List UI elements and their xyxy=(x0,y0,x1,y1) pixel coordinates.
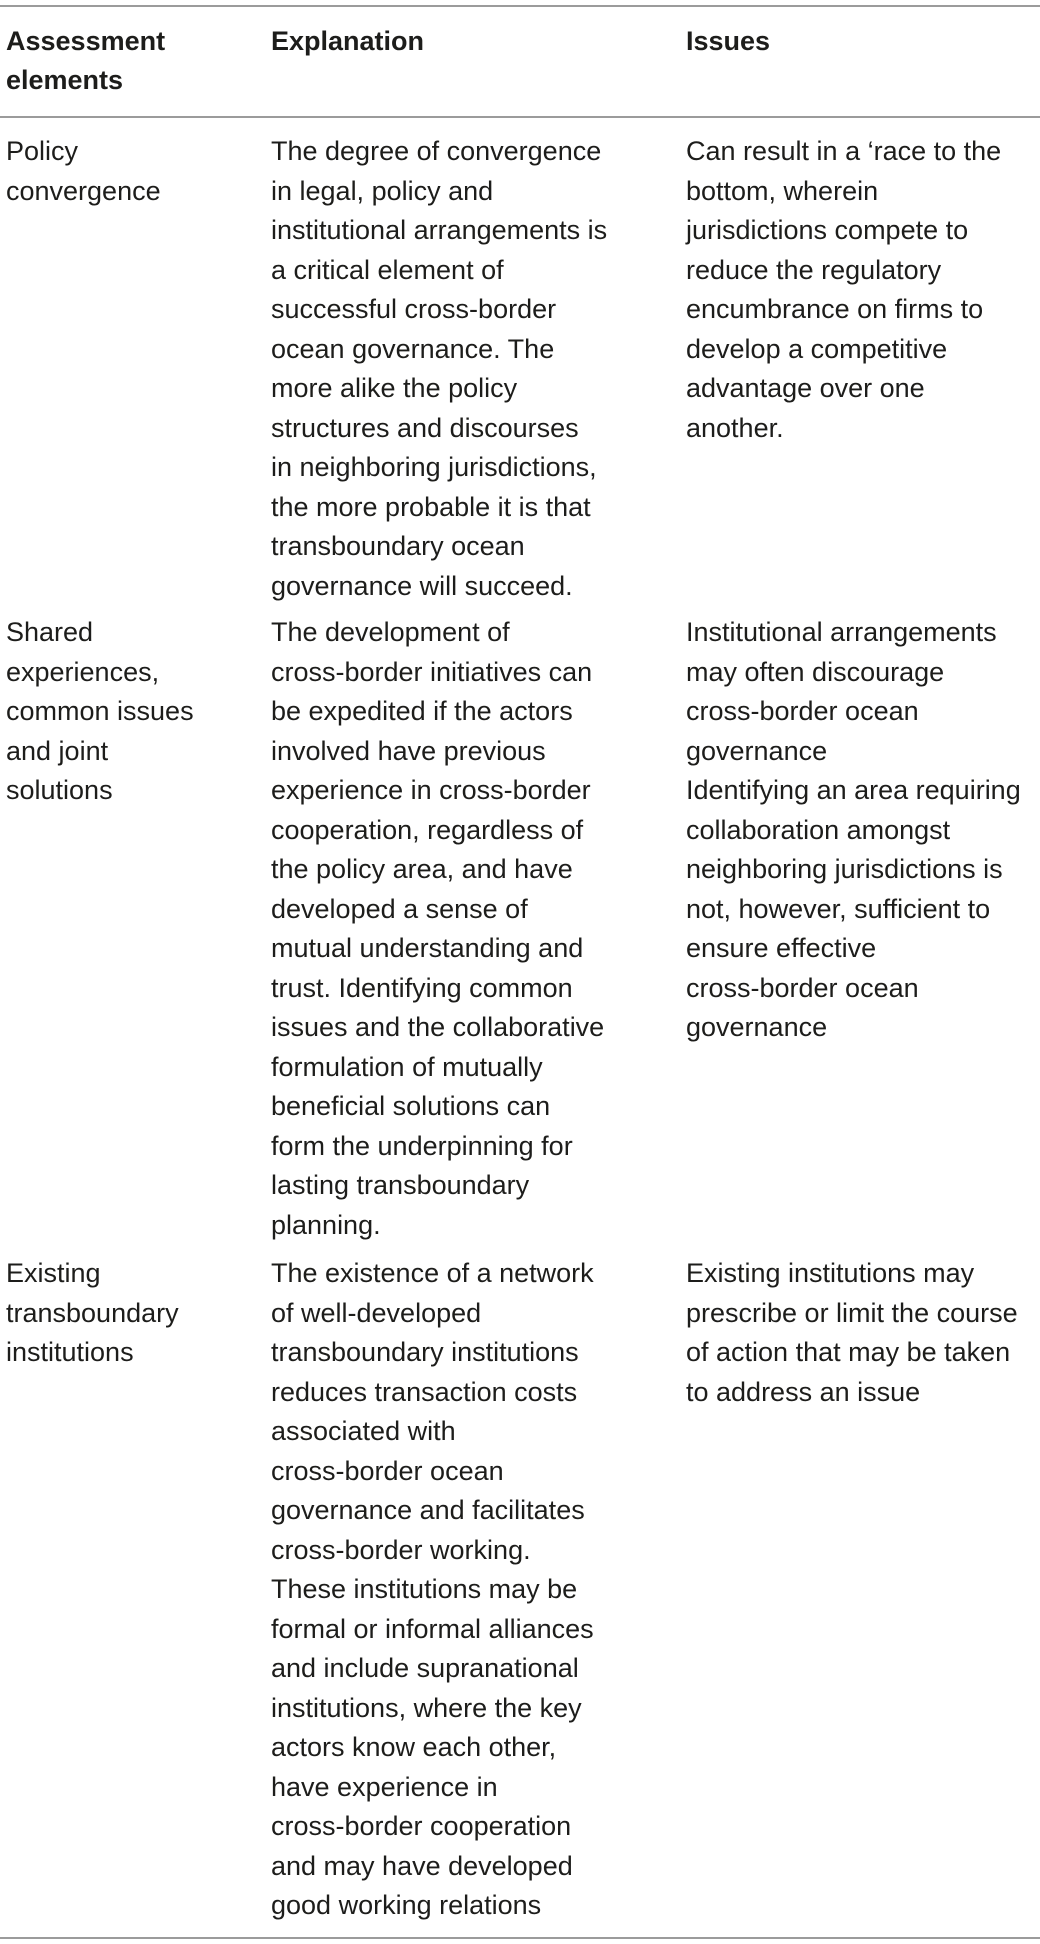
row-shared-experiences-issues: Institutional arrangements may often discourage cross-border ocean governance Identifying an area requiring collaboration amongst neighboring jurisdictions is not, however, sufficient to ensure effective cross-border ocean governance xyxy=(686,617,1021,1042)
header-assessment-elements: Assessment elements xyxy=(6,26,166,95)
row-shared-experiences-explanation: The development of cross-border initiatives can be expedited if the actors involved have previous experience in cross-border cooperation, regardless of the policy area, and have developed a sense of mutual understanding and trust. Identifying common issues and the collaborative formulation of mutually beneficial solutions can form the underpinning for lasting transboundary planning. xyxy=(271,617,605,1240)
header-rule xyxy=(0,116,1040,118)
header-issues: Issues xyxy=(686,26,771,56)
row-policy-convergence-explanation: The degree of convergence in legal, policy and institutional arrangements is a critical element of successful cross-border ocean governance. The more alike the policy structures and discourses in neighboring jurisdictions, the more probable it is that transboundary ocean governance will succeed. xyxy=(271,136,608,601)
table-top-rule xyxy=(0,5,1040,7)
row-policy-convergence-issues: Can result in a ‘race to the bottom, wherein jurisdictions compete to reduce the regulatory encumbrance on firms to develop a competitive advantage over one another. xyxy=(686,136,1002,443)
row-existing-institutions-explanation: The existence of a network of well-developed transboundary institutions reduces transaction costs associated with cross-border ocean governance and facilitates cross-border working. These institutions may be formal or informal alliances and include supranational institutions, where the key actors know each other, have experience in cross-border cooperation and may have developed good working relations xyxy=(271,1258,594,1920)
row-shared-experiences-element: Shared experiences, common issues and joint solutions xyxy=(6,617,194,805)
header-explanation: Explanation xyxy=(271,26,425,56)
row-existing-institutions-issues: Existing institutions may prescribe or limit the course of action that may be taken to address an issue xyxy=(686,1258,1018,1407)
table-bottom-rule xyxy=(0,1937,1040,1939)
row-policy-convergence-element: Policy convergence xyxy=(6,136,161,206)
row-existing-institutions-element: Existing transboundary institutions xyxy=(6,1258,179,1367)
